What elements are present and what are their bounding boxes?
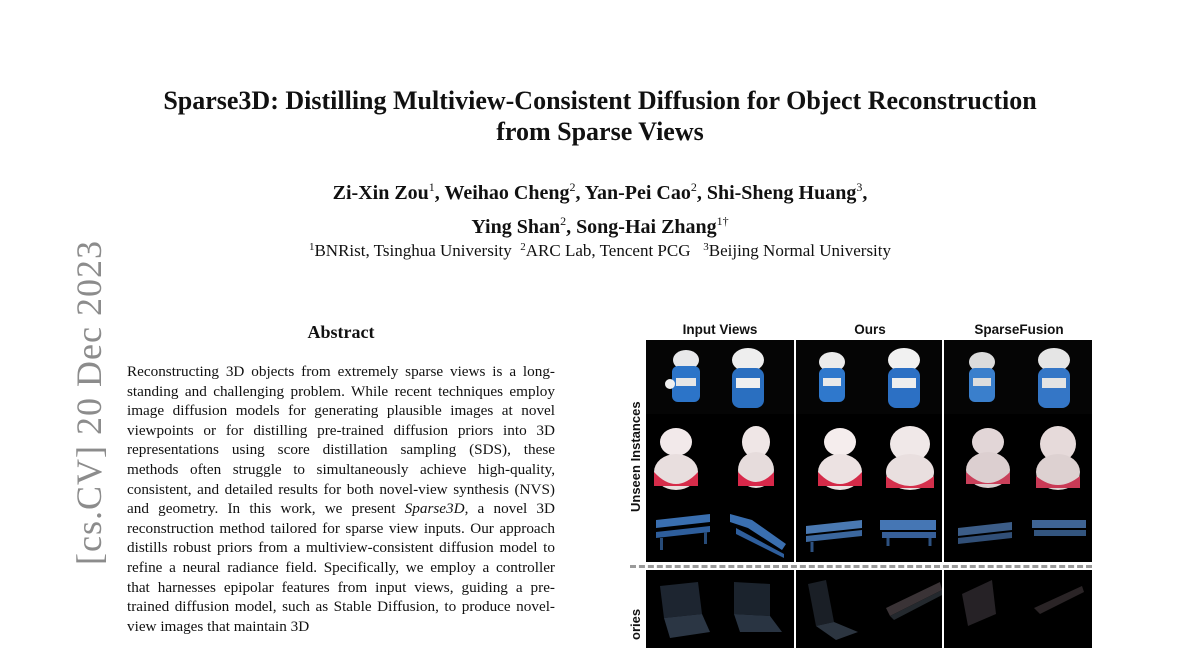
column-separator (794, 340, 796, 562)
affiliation: ARC Lab, Tencent PCG (525, 241, 691, 260)
row-label-text: Unseen Instances (628, 401, 643, 512)
column-header-sparsefusion: SparseFusion (974, 322, 1064, 337)
affiliation: BNRist, Tsinghua University (314, 241, 512, 260)
bench-row (656, 514, 1086, 558)
author-sup: 2 (569, 180, 576, 194)
row-label-unseen-instances (628, 370, 644, 518)
author-list (200, 173, 1000, 241)
column-header-ours: Ours (854, 322, 886, 337)
teddy-bear-row (654, 426, 1080, 490)
unseen-instances-panel (646, 340, 1092, 562)
laptop-row (660, 580, 1084, 640)
abstract-text: Reconstructing 3D objects from extremely sparse views is a long-standing and challenging problem. While recent techniques employ image diffusion models for generating plausible images at novel viewpoints or for distilling pre-trained diffusion priors into 3D representations using score distillation sampling (SDS), these methods often struggle to simultaneously achieve high-quality, consistent, and detailed results for both novel-view synthesis (NVS) and geometry. In this work, we present (127, 363, 555, 518)
row-label-text: ories (628, 608, 643, 640)
arxiv-stamp-text: [cs.CV] 20 Dec 2023 (69, 240, 109, 565)
unseen-categories-panel (646, 570, 1092, 648)
affiliation-sup: 1 (308, 241, 315, 253)
author-sup: 1 (428, 180, 435, 194)
abstract-method-name: Sparse3D (404, 500, 465, 518)
author-name: Ying Shan (471, 216, 561, 238)
author-sup: 3 (856, 180, 863, 194)
column-separator (942, 340, 944, 562)
abstract-heading: Abstract (307, 322, 375, 342)
column-separator (942, 570, 944, 648)
unseen-instances-thumbnails (646, 340, 1092, 562)
title-line-1: Sparse3D: Distilling Multiview-Consistent Diffusion for Object Reconstruction (163, 86, 1037, 115)
dashed-divider (630, 565, 1092, 568)
hydrant-row (646, 340, 1092, 414)
author-sup: 1† (716, 214, 729, 228)
author-name: Song-Hai Zhang (576, 216, 717, 238)
affiliation-sup: 3 (703, 241, 709, 253)
author-name: Yan-Pei Cao (584, 182, 691, 204)
row-label-categories (628, 590, 644, 648)
affiliation: Beijing Normal University (708, 241, 892, 260)
arxiv-stamp (28, 240, 109, 660)
abstract-body (127, 362, 555, 636)
teaser-figure (626, 318, 1096, 648)
abstract-text: , a novel 3D reconstruction method tailored for sparse view inputs. Our approach distills robust priors from a multiview-consistent diffusion model to refine a neural radiance field. Specifically, we employ a controller that harnesses epipolar features from input views, guiding a pre-trained diffusion model, such as Stable Diffusion, to produce novel-view images that maintain 3D (127, 500, 555, 635)
author-sup: 2 (690, 180, 697, 194)
paper-title (100, 85, 1100, 147)
affiliation-sup: 2 (520, 241, 526, 253)
author-name: Zi-Xin Zou (332, 182, 429, 204)
unseen-categories-thumbnails (646, 570, 1092, 648)
author-name: Shi-Sheng Huang (706, 182, 857, 204)
column-separator (794, 570, 796, 648)
affiliations (200, 236, 1000, 262)
author-sup: 2 (560, 214, 567, 228)
title-line-2: from Sparse Views (496, 117, 704, 146)
author-name: Weihao Cheng (444, 182, 570, 204)
author-line-1: Zi-Xin Zou$^1$, Weihao Cheng$^2$, Yan-Pei Cao$^2$, Shi-Sheng Huang$^3$, (332, 180, 868, 204)
author-line-2: Ying Shan$^2$, Song-Hai Zhang$^{1\dagger}$ (471, 214, 729, 238)
column-header-input-views: Input Views (682, 322, 758, 337)
